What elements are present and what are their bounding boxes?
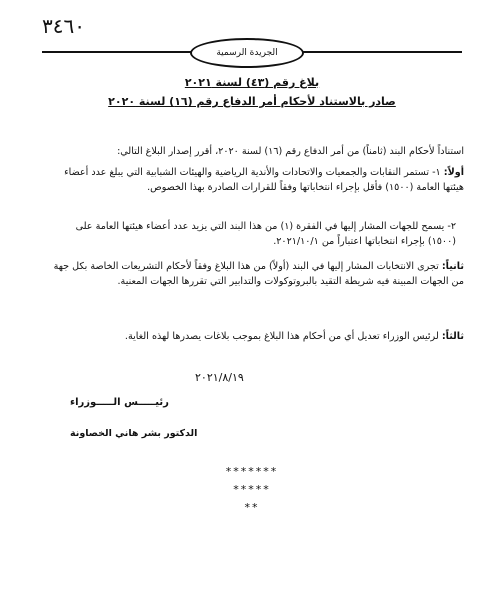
third-clause-label: ثالثاً:: [441, 331, 464, 342]
third-clause: [44, 329, 464, 344]
intro-paragraph: استناداً لأحكام البند (ثامناً) من أمر الدفاع رقم (١٦) لسنة ٢٠٢٠، أقرر إصدار البلاغ التالي:: [117, 146, 464, 157]
signature-name: الدكتور بشر هاني الخصاونة: [70, 428, 198, 439]
second-clause-label: ثانياً:: [441, 261, 464, 272]
gazette-header-oval: الجريدة الرسمية: [190, 38, 304, 68]
second-clause: [44, 259, 464, 289]
first-clause-item1: ١- تستمر النقابات والجمعيات والاتحادات والأندية الرياضية والهيئات الشبابية التي يبلغ عدد أعضاء هيئتها العامة (١٥٠٠) فأقل بإجراء انتخاباتها وفقاً للقرارات الصادرة بهذا الخصوص.: [64, 167, 464, 193]
second-clause-text: تجرى الانتخابات المشار إليها في البند (أولاً) من هذا البلاغ وفقاً لأحكام التشريعات الخاصة بكل جهة من الجهات المبينة فيه شريطة التقيد بالبروتوكولات والتدابير التي تقررها الجهات المعنية.: [53, 261, 464, 287]
separator-stars: *******: [225, 465, 279, 478]
signature-title: رئيـــــس الـــــوزراء: [70, 397, 169, 408]
page-number: ٣٤٦٠: [42, 14, 85, 38]
issue-date: ٢٠٢١/٨/١٩: [195, 371, 244, 384]
first-clause: [44, 165, 464, 195]
notice-subtitle: صادر بالاستناد لأحكام أمر الدفاع رقم (١٦) لسنة ٢٠٢٠: [108, 95, 396, 108]
third-clause-text: لرئيس الوزراء تعديل أي من أحكام هذا البلاغ بموجب بلاغات يصدرها لهذه الغاية.: [124, 331, 439, 342]
first-clause-label: أولاً:: [443, 167, 464, 178]
first-clause-item2: ٢- يسمح للجهات المشار إليها في الفقرة (١) من هذا البند التي يزيد عدد أعضاء هيئتها العامة على (١٥٠٠) بإجراء انتخاباتها اعتباراً من ٢٠٢١/١٠/١.: [75, 221, 456, 247]
separator-stars: **: [244, 501, 260, 514]
separator-stars: *****: [233, 483, 271, 496]
notice-title: بلاغ رقم (٤٣) لسنة ٢٠٢١: [184, 76, 320, 89]
